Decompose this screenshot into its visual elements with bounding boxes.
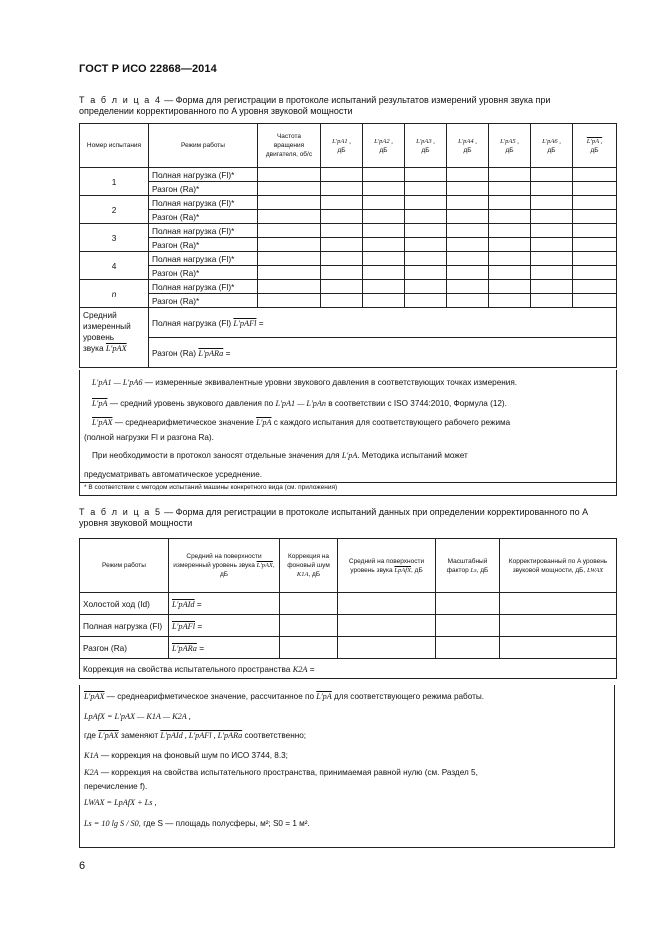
t5-col-lwa: Корректированный по A уровень звуковой мощности, дБ, LWAX xyxy=(500,539,617,593)
t5-measured-value: L′pAFl = xyxy=(169,615,280,637)
empty-cell[interactable] xyxy=(321,210,363,224)
table4-footnote: * В соответствии с методом испытаний машины конкретного вида (см. приложения) xyxy=(80,482,616,493)
t5-col-measured: Средний на поверхности измеренный уровень звука L′pAX, дБ xyxy=(169,539,280,593)
table4 xyxy=(79,123,617,368)
empty-cell[interactable] xyxy=(405,294,447,308)
table4-caption xyxy=(79,95,614,117)
col-header-l1: L′pA1 , дБ xyxy=(321,124,363,168)
table5-caption-label: Т а б л и ц а 5 xyxy=(79,507,162,517)
empty-cell[interactable] xyxy=(531,266,573,280)
table-row xyxy=(80,182,617,196)
empty-cell[interactable] xyxy=(573,182,617,196)
empty-cell[interactable] xyxy=(321,238,363,252)
empty-cell[interactable] xyxy=(447,210,489,224)
empty-cell[interactable] xyxy=(280,615,338,637)
table-row xyxy=(80,168,617,182)
t5-measured-value: L′pARa = xyxy=(169,637,280,659)
table-row xyxy=(80,224,617,238)
empty-cell[interactable] xyxy=(280,593,338,615)
empty-cell[interactable] xyxy=(258,294,321,308)
empty-cell[interactable] xyxy=(338,615,436,637)
table-row xyxy=(80,266,617,280)
t5-mode: Полная нагрузка (Fl) xyxy=(80,615,169,637)
empty-cell[interactable] xyxy=(258,266,321,280)
empty-cell[interactable] xyxy=(405,196,447,210)
empty-cell[interactable] xyxy=(447,294,489,308)
average-racing: Разгон (Ra) L′pARa = xyxy=(149,338,617,368)
empty-cell[interactable] xyxy=(447,238,489,252)
empty-cell[interactable] xyxy=(405,238,447,252)
test-mode: Полная нагрузка (Fl)* xyxy=(149,196,258,210)
empty-cell[interactable] xyxy=(321,224,363,238)
t5-measured-value: L′pAId = xyxy=(169,593,280,615)
empty-cell[interactable] xyxy=(489,252,531,266)
empty-cell[interactable] xyxy=(363,252,405,266)
col-header-l4: L′pA4 , дБ xyxy=(447,124,489,168)
document-header: ГОСТ Р ИСО 22868—2014 xyxy=(79,63,217,75)
col-header-frequency: Частота вращения двигателя, об/с xyxy=(258,124,321,168)
empty-cell[interactable] xyxy=(447,182,489,196)
test-number: 1 xyxy=(80,168,149,196)
empty-cell[interactable] xyxy=(338,637,436,659)
table-row xyxy=(80,280,617,294)
empty-cell[interactable] xyxy=(258,280,321,294)
table5-caption-text: — Форма для регистрации в протоколе испытаний данных при определении корректированного по A xyxy=(161,507,589,517)
test-mode: Разгон (Ra)* xyxy=(149,266,258,280)
empty-cell[interactable] xyxy=(338,593,436,615)
table-row xyxy=(80,252,617,266)
k2-correction-row: Коррекция на свойства испытательного пространства K2A = xyxy=(80,659,617,679)
empty-cell[interactable] xyxy=(363,210,405,224)
empty-cell[interactable] xyxy=(531,280,573,294)
average-full-load: Полная нагрузка (Fl) L′pAFl = xyxy=(149,308,617,338)
empty-cell[interactable] xyxy=(436,593,500,615)
empty-cell[interactable] xyxy=(321,196,363,210)
empty-cell[interactable] xyxy=(363,196,405,210)
empty-cell[interactable] xyxy=(258,168,321,182)
t5-col-k1: Коррекция на фоновый шум K1A, дБ xyxy=(280,539,338,593)
table-row xyxy=(80,238,617,252)
empty-cell[interactable] xyxy=(258,210,321,224)
empty-cell[interactable] xyxy=(447,266,489,280)
empty-cell[interactable] xyxy=(531,210,573,224)
empty-cell[interactable] xyxy=(447,168,489,182)
empty-cell[interactable] xyxy=(531,168,573,182)
test-number: 3 xyxy=(80,224,149,252)
empty-cell[interactable] xyxy=(321,294,363,308)
table5-notes: L′pAX — среднеарифметическое значение, рассчитанное по L′pA для соответствующего режима работы. LpAfX = L′pAX — K1A — K2A , где L′pAX заменяют L′pAId , L′pAFl , L′pARa соответственно; K1A — коррекция на фоновый шум по ИСО 3744, 8.3; K2A — коррекция на свойства испытательного пространства, принимаемая равной нулю (см. Раздел 5, перечисление f). LWAX = LpAfX + Ls , Ls = 10 lg S / S0, где S — площадь полусферы, м²; S0 = 1 м². xyxy=(79,685,615,848)
table-row xyxy=(80,196,617,210)
test-mode: Полная нагрузка (Fl)* xyxy=(149,168,258,182)
col-header-number: Номер испытания xyxy=(80,124,149,168)
empty-cell[interactable] xyxy=(489,294,531,308)
empty-cell[interactable] xyxy=(321,266,363,280)
empty-cell[interactable] xyxy=(447,280,489,294)
empty-cell[interactable] xyxy=(321,252,363,266)
empty-cell[interactable] xyxy=(405,224,447,238)
test-mode: Полная нагрузка (Fl)* xyxy=(149,280,258,294)
empty-cell[interactable] xyxy=(573,210,617,224)
empty-cell[interactable] xyxy=(531,196,573,210)
empty-cell[interactable] xyxy=(500,637,617,659)
table-row xyxy=(80,210,617,224)
empty-cell[interactable] xyxy=(405,182,447,196)
empty-cell[interactable] xyxy=(531,238,573,252)
empty-cell[interactable] xyxy=(405,266,447,280)
empty-cell[interactable] xyxy=(489,196,531,210)
col-header-l6: L′pA6 , дБ xyxy=(531,124,573,168)
empty-cell[interactable] xyxy=(500,615,617,637)
empty-cell[interactable] xyxy=(258,182,321,196)
test-mode: Полная нагрузка (Fl)* xyxy=(149,224,258,238)
empty-cell[interactable] xyxy=(489,266,531,280)
empty-cell[interactable] xyxy=(363,294,405,308)
page-number: 6 xyxy=(79,860,86,872)
table5-caption xyxy=(79,507,614,529)
table4-caption-text: — Форма для регистрации в протоколе испытаний результатов измерений уровня звука при xyxy=(161,95,551,105)
table-row xyxy=(80,637,617,659)
empty-cell[interactable] xyxy=(447,196,489,210)
empty-cell[interactable] xyxy=(447,224,489,238)
test-mode: Разгон (Ra)* xyxy=(149,182,258,196)
empty-cell[interactable] xyxy=(280,637,338,659)
empty-cell[interactable] xyxy=(489,280,531,294)
table4-caption-label: Т а б л и ц а 4 xyxy=(79,95,162,105)
empty-cell[interactable] xyxy=(321,280,363,294)
empty-cell[interactable] xyxy=(500,593,617,615)
t5-col-mode: Режим работы xyxy=(80,539,169,593)
t5-col-scale: Масштабный фактор Ls, дБ xyxy=(436,539,500,593)
empty-cell[interactable] xyxy=(363,238,405,252)
empty-cell[interactable] xyxy=(489,210,531,224)
table5-caption-text2: уровня звуковой мощности xyxy=(79,518,193,528)
test-mode: Разгон (Ra)* xyxy=(149,210,258,224)
table4-notes: L′pA1 — L′pA6 — измеренные эквивалентные уровни звукового давления в соответствующих точках измерения. L′pA — средний уровень звукового давления по L′pA1 — L′pAn в соответствии с ISO 3744:2010, Формула (12). L′pAX — среднеарифметическое значение L′pA с каждого испытания для соответствующего рабочего режима (полной нагрузки Fl и разгона Ra). При необходимости в протокол заносят отдельные значения для L′pA. Методика испытаний может предусматривать автоматическое усреднение. * В соответствии с методом испытаний машины конкретного вида (см. приложения) xyxy=(79,370,617,496)
empty-cell[interactable] xyxy=(573,266,617,280)
table5 xyxy=(79,538,617,679)
empty-cell[interactable] xyxy=(363,168,405,182)
empty-cell[interactable] xyxy=(573,280,617,294)
empty-cell[interactable] xyxy=(573,224,617,238)
empty-cell[interactable] xyxy=(363,182,405,196)
empty-cell[interactable] xyxy=(489,224,531,238)
average-level-label: Средний измеренный уровень звука L′pAX xyxy=(80,308,149,368)
table-row xyxy=(80,593,617,615)
empty-cell[interactable] xyxy=(321,168,363,182)
col-header-l2: L′pA2 , дБ xyxy=(363,124,405,168)
empty-cell[interactable] xyxy=(573,168,617,182)
empty-cell[interactable] xyxy=(573,238,617,252)
t5-mode: Холостой ход (Id) xyxy=(80,593,169,615)
empty-cell[interactable] xyxy=(573,294,617,308)
table-row xyxy=(80,615,617,637)
empty-cell[interactable] xyxy=(436,637,500,659)
test-number: n xyxy=(80,280,149,308)
table-row xyxy=(80,294,617,308)
empty-cell[interactable] xyxy=(405,280,447,294)
empty-cell[interactable] xyxy=(489,182,531,196)
test-mode: Полная нагрузка (Fl)* xyxy=(149,252,258,266)
empty-cell[interactable] xyxy=(363,266,405,280)
empty-cell[interactable] xyxy=(258,196,321,210)
test-number: 2 xyxy=(80,196,149,224)
empty-cell[interactable] xyxy=(489,168,531,182)
test-number: 4 xyxy=(80,252,149,280)
empty-cell[interactable] xyxy=(573,196,617,210)
empty-cell[interactable] xyxy=(447,252,489,266)
empty-cell[interactable] xyxy=(321,182,363,196)
empty-cell[interactable] xyxy=(489,238,531,252)
empty-cell[interactable] xyxy=(531,182,573,196)
empty-cell[interactable] xyxy=(363,224,405,238)
t5-col-surface: Средний на поверхности уровень звука LpAfX, дБ xyxy=(338,539,436,593)
col-header-l5: L′pA5 , дБ xyxy=(489,124,531,168)
empty-cell[interactable] xyxy=(258,238,321,252)
col-header-l3: L′pA3 , дБ xyxy=(405,124,447,168)
empty-cell[interactable] xyxy=(363,280,405,294)
t5-mode: Разгон (Ra) xyxy=(80,637,169,659)
empty-cell[interactable] xyxy=(405,210,447,224)
empty-cell[interactable] xyxy=(436,615,500,637)
empty-cell[interactable] xyxy=(405,168,447,182)
col-header-lavg: L′pA , дБ xyxy=(573,124,617,168)
empty-cell[interactable] xyxy=(405,252,447,266)
empty-cell[interactable] xyxy=(258,252,321,266)
empty-cell[interactable] xyxy=(531,294,573,308)
col-header-mode: Режим работы xyxy=(149,124,258,168)
empty-cell[interactable] xyxy=(531,252,573,266)
empty-cell[interactable] xyxy=(573,252,617,266)
empty-cell[interactable] xyxy=(258,224,321,238)
table4-caption-text2: определении корректированного по A уровня звуковой мощности xyxy=(79,106,353,116)
test-mode: Разгон (Ra)* xyxy=(149,238,258,252)
empty-cell[interactable] xyxy=(531,224,573,238)
test-mode: Разгон (Ra)* xyxy=(149,294,258,308)
